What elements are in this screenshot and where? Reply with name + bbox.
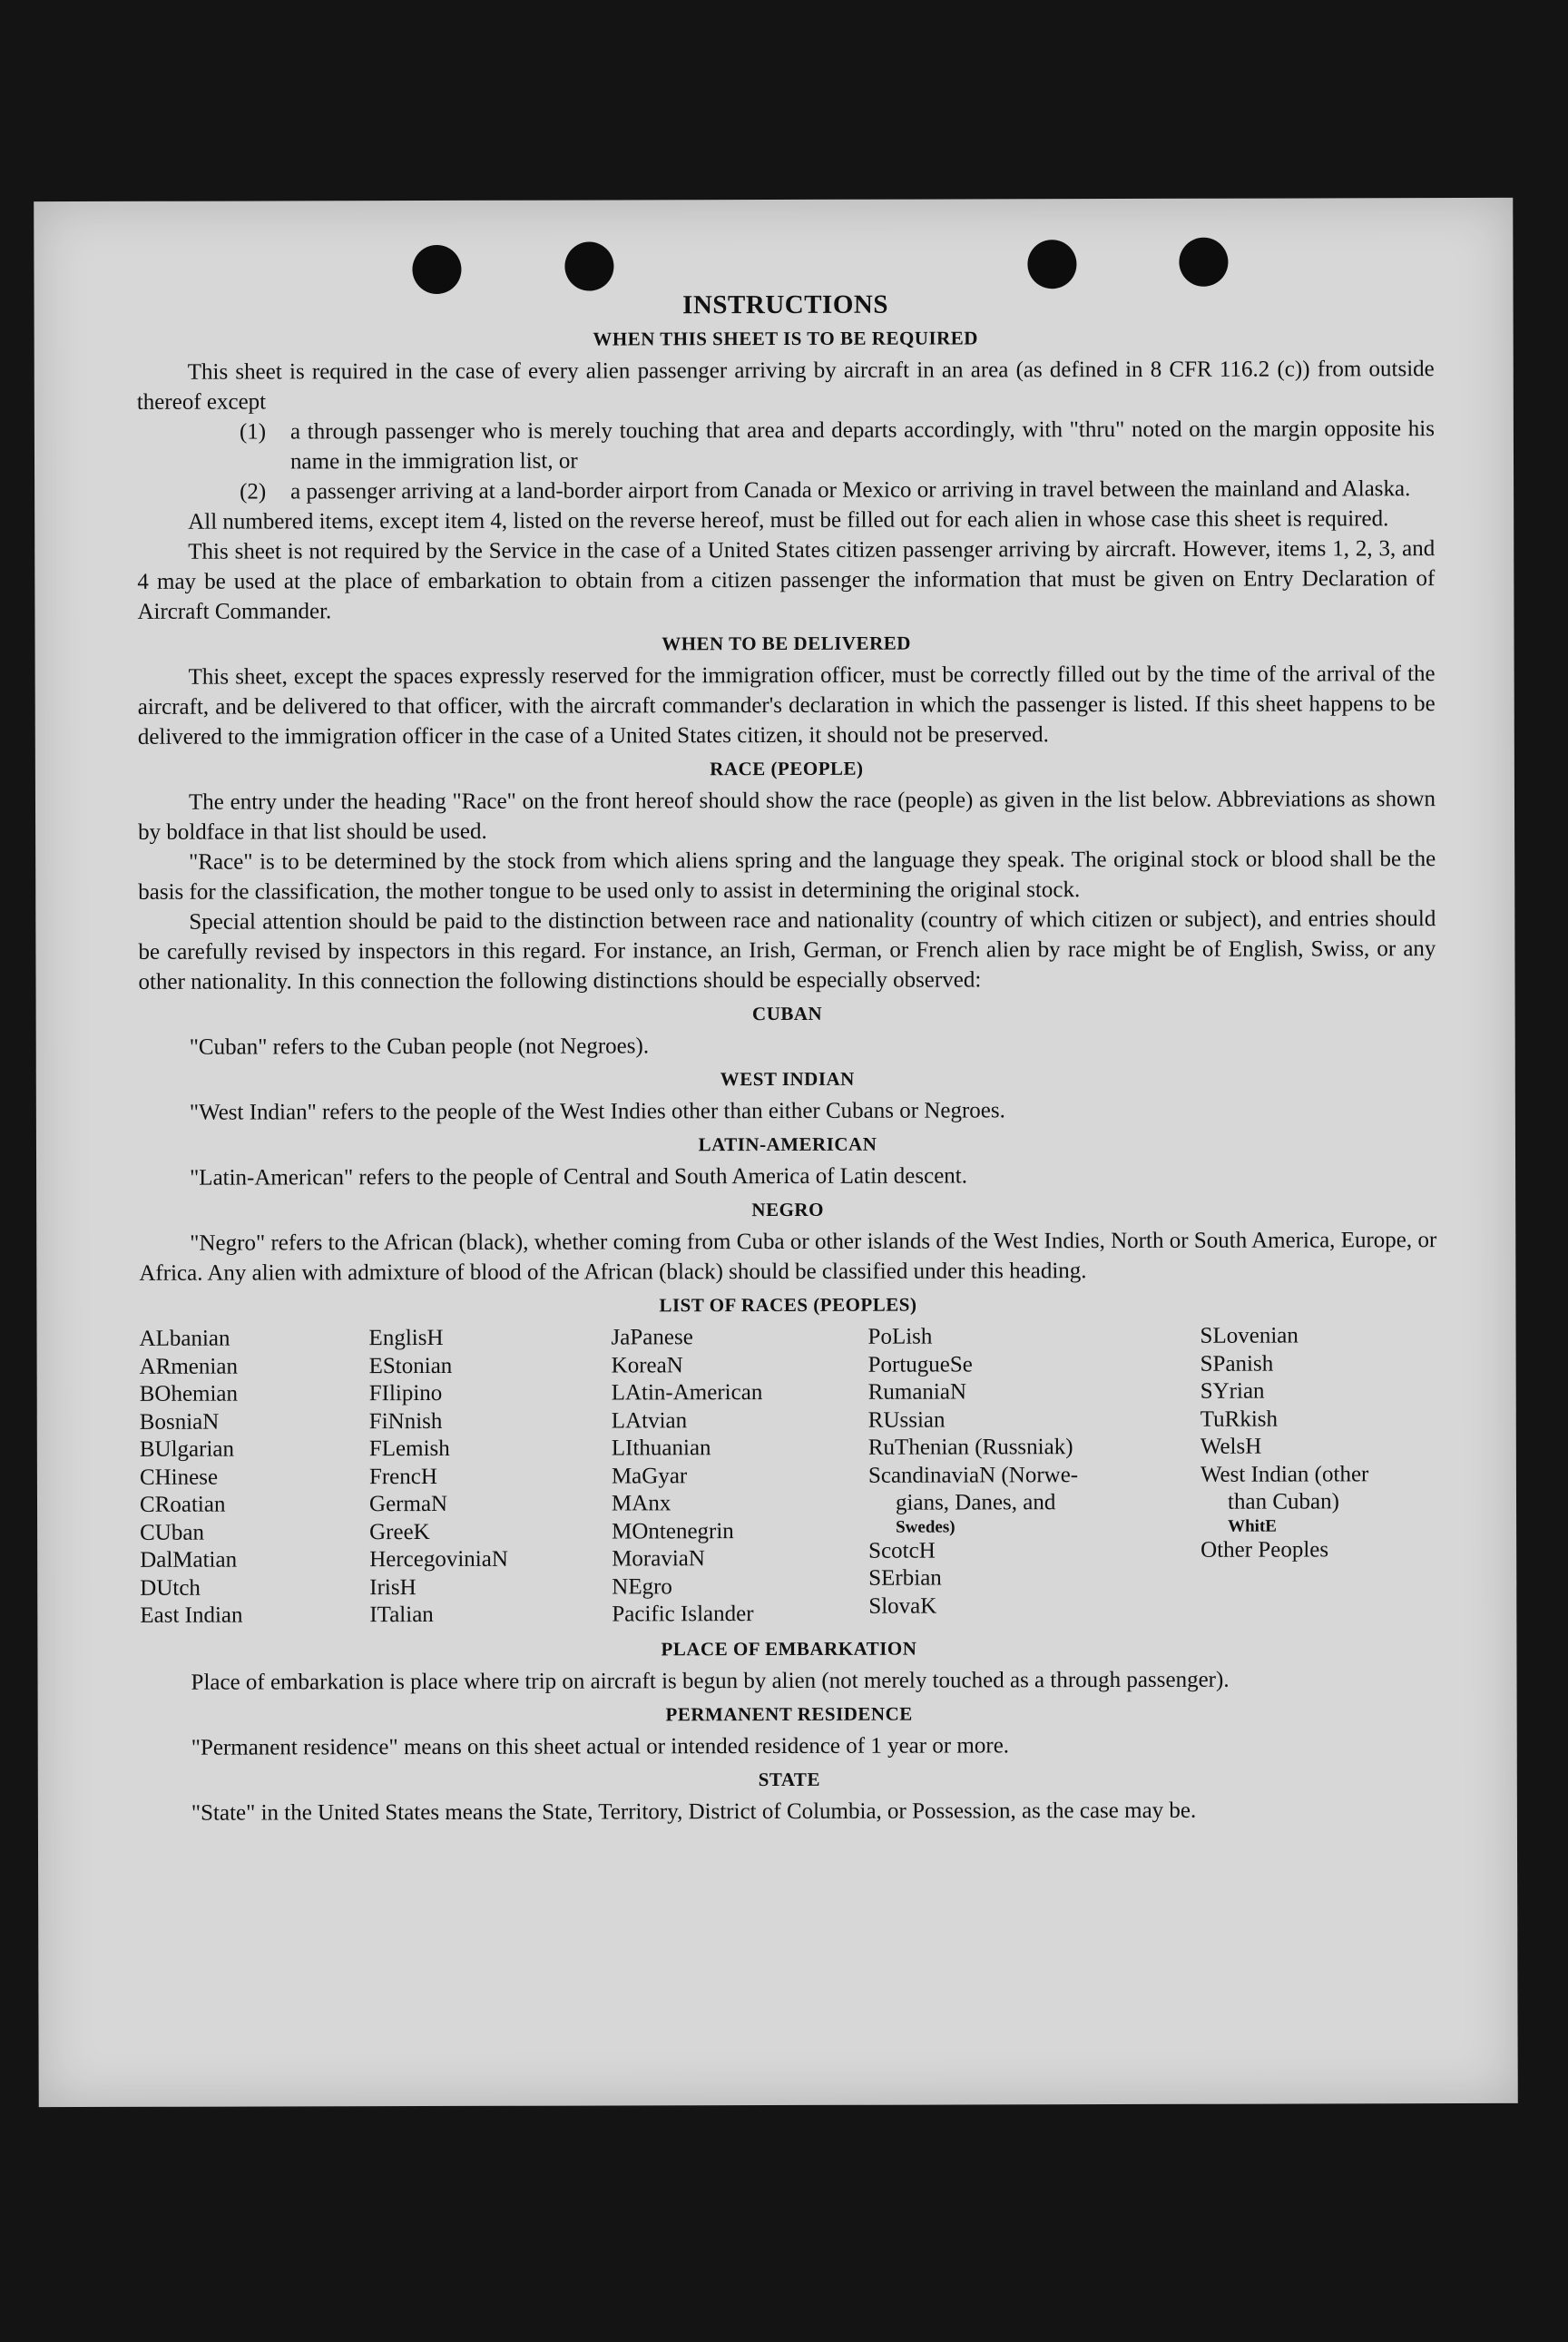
race-entry: RUssian [867,1407,946,1433]
race-entry: LIthuanian [611,1436,711,1461]
exception-item [240,414,1435,476]
race-entry: MaGyar [611,1463,688,1488]
race-para-1: The entry under the heading "Race" on the front hereof should show the race (people) as given in the list below. Abbreviations as shown by boldface in that list should be used. [138,787,1436,845]
race-entry: Pacific Islander [612,1602,754,1627]
heading-residence: PERMANENT RESIDENCE [665,1702,913,1725]
race-entry: FrencH [368,1464,437,1489]
heading-west-indian: WEST INDIAN [720,1067,855,1091]
exception-text: a through passenger who is merely touching that area and departs accordingly, with "thru" noted on the margin opposite his name in the immigration list, or [289,416,1435,475]
race-entry: TuRkish [1200,1406,1279,1432]
instruction-sheet [34,198,1517,2107]
race-entry: BOhemian [139,1381,239,1406]
exception-number: (2) [240,479,267,505]
race-entry: LAtin-American [611,1380,763,1406]
race-entry: SPanish [1200,1351,1274,1377]
race-entry: RumaniaN [867,1379,967,1405]
required-para-items: All numbered items, except item 4, listed on the reverse hereof, must be filled out for each alien in whose case this sheet is required. [188,506,1389,534]
race-entry: CRoatian [139,1492,226,1517]
punch-hole-2 [564,241,613,290]
punch-hole-1 [412,245,461,294]
race-entry: WelsH [1200,1434,1262,1459]
races-column [1200,1322,1437,1627]
race-entry: than Cuban) [1227,1489,1339,1514]
races-column [867,1323,1200,1628]
race-entry: gians, Danes, and [895,1490,1056,1515]
race-entry: GermaN [368,1491,448,1517]
race-entry: CHinese [139,1465,219,1490]
race-entry: SlovaK [868,1593,937,1619]
race-entry: DUtch [140,1575,201,1601]
race-entry: NEgro [612,1573,672,1599]
race-entry: KoreaN [611,1352,683,1377]
west-indian-text: "West Indian" refers to the people of the West Indies other than either Cubans or Negroes. [189,1098,1005,1125]
heading-delivered: WHEN TO BE DELIVERED [662,632,911,655]
race-entry: CUban [140,1520,204,1545]
race-entry: FiNnish [368,1408,443,1434]
race-entry: WhitE [1228,1516,1277,1536]
exception-text: a passenger arriving at a land-border airport from Canada or Mexico or arriving in travel between the mainland and Alaska. [290,476,1411,505]
race-entry: SYrian [1200,1378,1265,1404]
delivered-text: This sheet, except the spaces expressly reserved for the immigration officer, must be correctly filled out by the time of the arrival of the aircraft, and be delivered to that officer, with the aircraft commander's declaration in which the passenger is listed. If this sheet happens to be delivered to the immigration officer in the case of a United States citizen, it should not be preserved. [137,661,1436,750]
race-entry: PoLish [867,1324,933,1349]
race-entry: FIlipino [368,1380,443,1406]
race-entry: MOntenegrin [612,1518,734,1543]
heading-required: WHEN THIS SHEET IS TO BE REQUIRED [593,327,978,350]
page-title: INSTRUCTIONS [682,289,888,320]
race-entry: RuThenian (Russniak) [867,1435,1073,1460]
race-entry: West Indian (other [1200,1461,1369,1487]
races-column [611,1324,868,1629]
race-entry: Swedes) [896,1516,956,1537]
race-entry: SLovenian [1200,1323,1298,1348]
race-entry: ScandinaviaN (Norwe- [867,1462,1079,1488]
race-entry: ScotcH [868,1538,936,1563]
instructions-content [137,289,1438,1828]
heading-race: RACE (PEOPLE) [710,757,864,780]
heading-latin-american: LATIN-AMERICAN [698,1132,877,1156]
race-entry: MoraviaN [612,1546,705,1572]
race-entry: EnglisH [368,1325,444,1351]
race-entry: EStonian [368,1353,453,1378]
races-list [139,1322,1437,1630]
race-entry: East Indian [140,1602,243,1628]
race-entry: PortugueSe [867,1351,973,1377]
race-entry: BosniaN [139,1409,220,1435]
latin-american-text: "Latin-American" refers to the people of Central and South America of Latin descent. [190,1163,968,1191]
race-entry: DalMatian [140,1547,238,1573]
state-text: "State" in the United States means the State, Territory, District of Columbia, or Possession, as the case may be. [191,1798,1197,1826]
race-entry: IrisH [369,1574,416,1600]
embarkation-text: Place of embarkation is place where trip on aircraft is begun by alien (not merely touched as a through passenger). [191,1667,1230,1695]
race-entry: GreeK [369,1519,430,1544]
race-entry: SErbian [868,1565,942,1591]
required-intro: This sheet is required in the case of every alien passenger arriving by aircraft in an area (as defined in 8 CFR 116.2 (c)) from outside thereof except [136,357,1435,415]
race-entry: JaPanese [611,1325,693,1350]
race-entry: Other Peoples [1200,1536,1329,1563]
cuban-text: "Cuban" refers to the Cuban people (not Negroes). [189,1034,650,1060]
residence-text: "Permanent residence" means on this sheet actual or intended residence of 1 year or more. [191,1732,1010,1760]
race-entry: LAtvian [611,1407,688,1433]
exception-item [240,474,1435,506]
races-column [139,1325,369,1630]
heading-negro: NEGRO [751,1198,824,1221]
race-entry: ALbanian [139,1326,230,1351]
heading-races-list: LIST OF RACES (PEOPLES) [659,1293,917,1317]
race-entry: ITalian [369,1602,434,1628]
race-entry: BUlgarian [139,1436,235,1462]
race-entry: ARmenian [139,1354,238,1379]
punch-hole-4 [1179,238,1228,287]
heading-state: STATE [758,1768,820,1790]
race-entry: MAnx [611,1491,671,1516]
punch-hole-3 [1027,240,1076,289]
races-column [368,1324,612,1629]
negro-text: "Negro" refers to the African (black), whether coming from Cuba or other islands of the West Indies, North or South America, Europe, or Africa. Any alien with admixture of blood of the African (black) should be classified under this heading. [139,1228,1437,1286]
race-para-2: "Race" is to be determined by the stock from which aliens spring and the language they speak. The original stock or blood shall be the basis for the classification, the mother tongue to be used only to assist in determining the original stock. [138,847,1436,905]
race-para-3: Special attention should be paid to the distinction between race and nationality (country of which citizen or subject), and entries should be carefully revised by inspectors in this regard. For instance, an Irish, German, or French alien by race might be of English, Swiss, or any other nationality. In this connection the following distinctions should be especially observed: [138,906,1436,995]
exception-number: (1) [239,419,267,445]
heading-cuban: CUBAN [751,1002,823,1025]
heading-embarkation: PLACE OF EMBARKATION [661,1637,917,1660]
race-entry: FLemish [368,1436,450,1462]
required-para-citizen: This sheet is not required by the Service in the case of a United States citizen passenger arriving by aircraft. However, items 1, 2, 3, and 4 may be used at the place of embarkation to obtain from a citizen passenger the information that must be given on Entry Declaration of Aircraft Commander. [137,536,1436,624]
race-entry: HercegoviniaN [369,1546,508,1573]
